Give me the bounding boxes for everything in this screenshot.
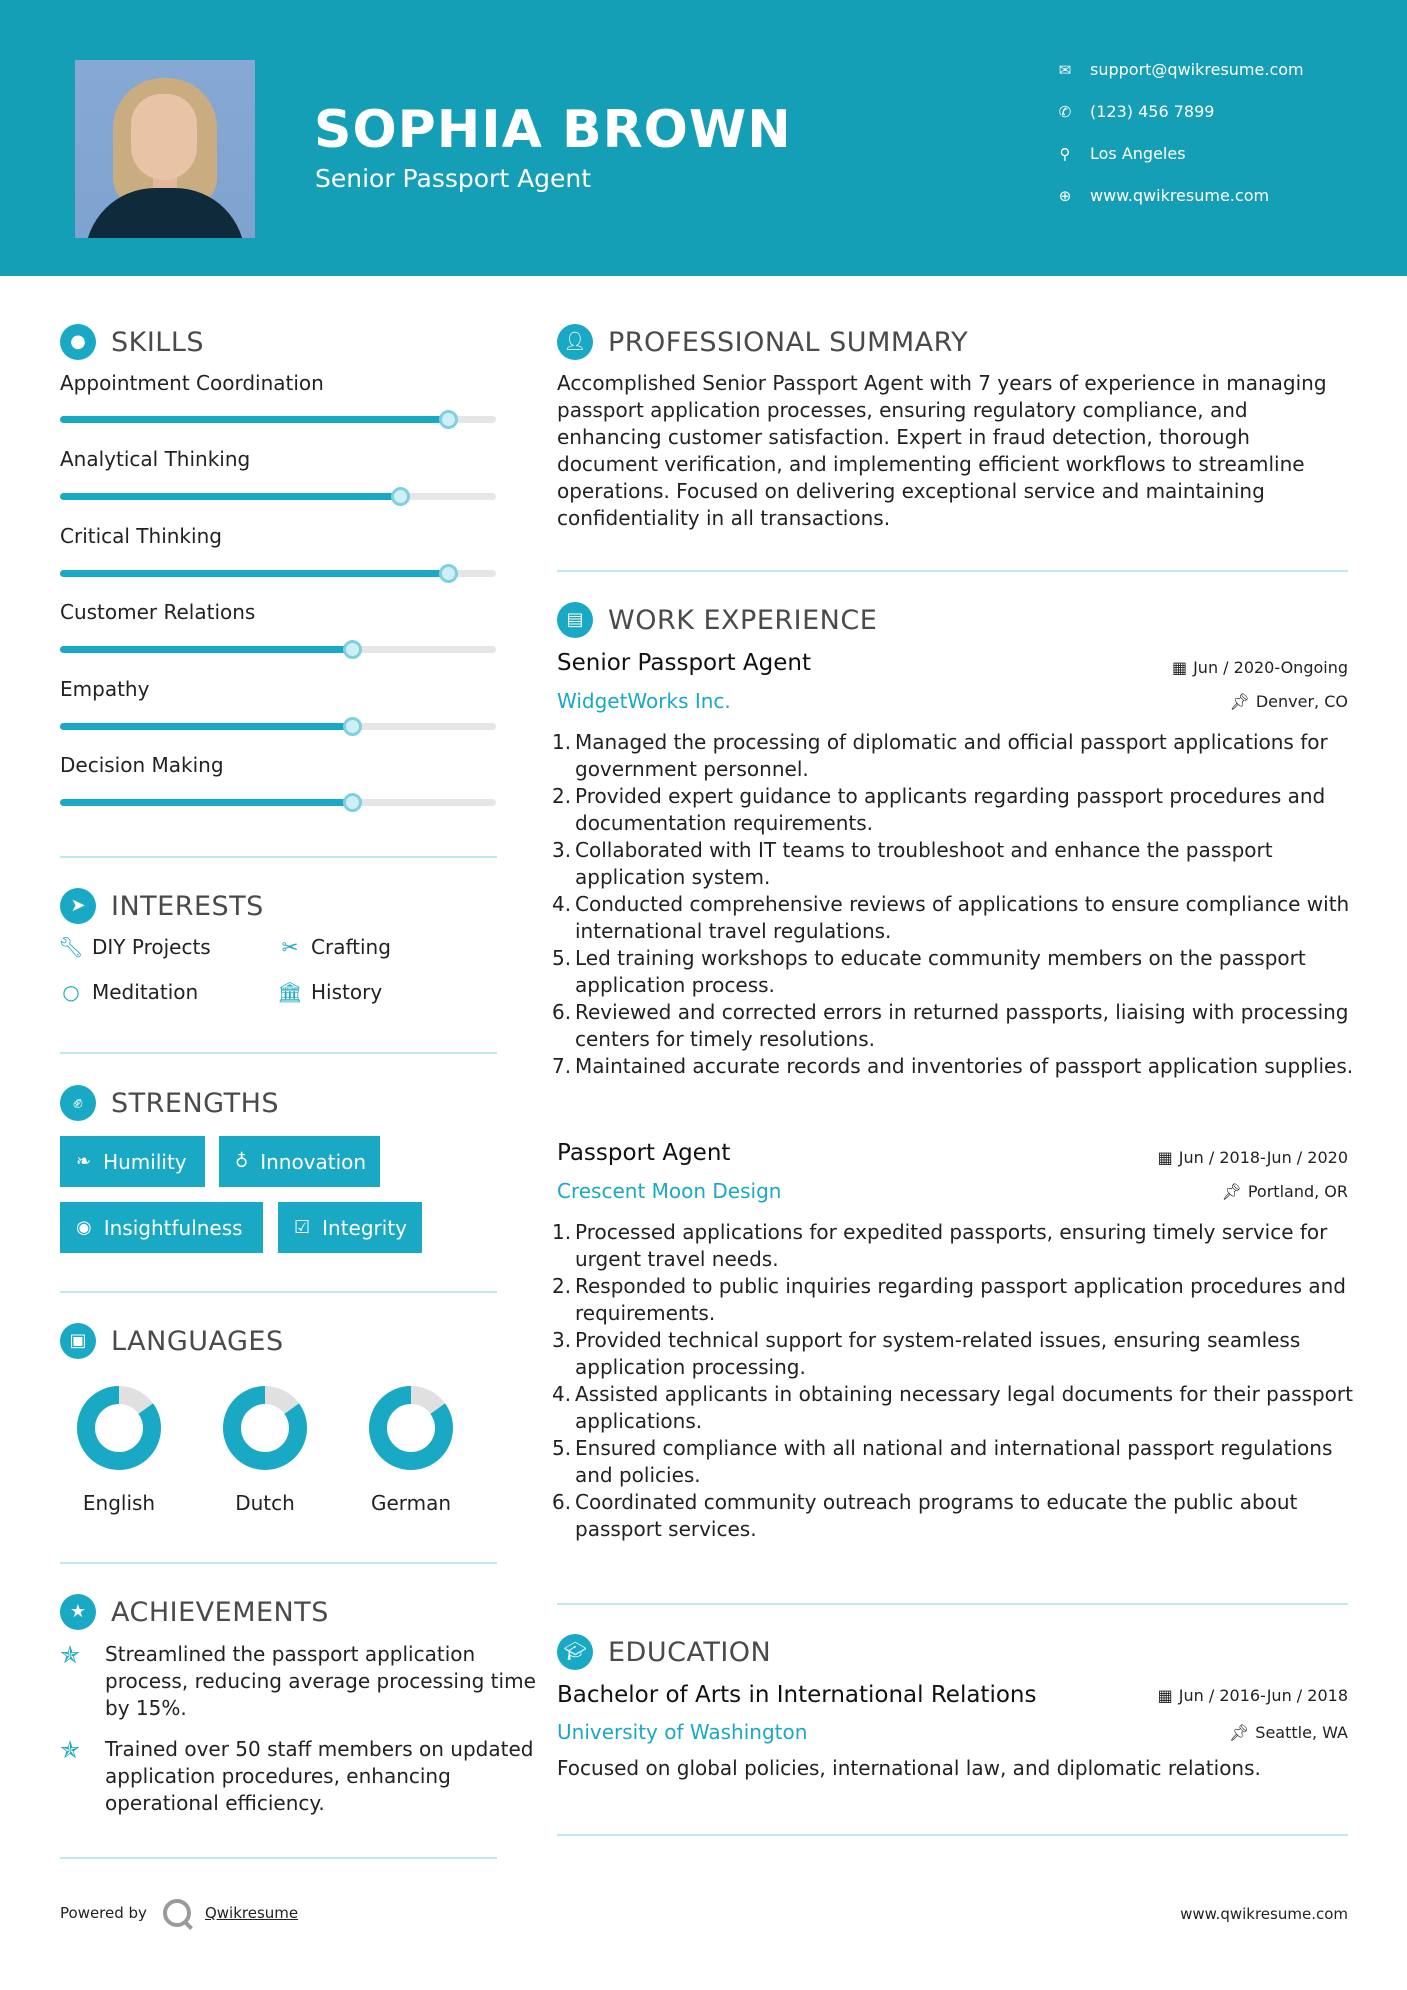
list-item: 5. Ensured compliance with all national and international passport regulations and policies. (552, 1436, 1333, 1487)
job-title: Senior Passport Agent (557, 650, 811, 676)
skill-label: Empathy (60, 677, 150, 701)
skills-heading: ● SKILLS (60, 324, 204, 360)
phone-icon: ✆ (1058, 103, 1072, 121)
list-item: 1. Processed applications for expedited passports, ensuring timely service for urgent travel needs. (552, 1220, 1328, 1271)
globe-icon: ⊕ (1058, 187, 1072, 205)
calendar-icon: ▦ (1157, 1148, 1173, 1167)
skill-bar (60, 570, 496, 577)
list-item: 3. Collaborated with IT teams to troubleshoot and enhance the passport application system. (552, 838, 1273, 889)
edu-school: University of Washington (557, 1720, 808, 1744)
user-icon: 👤︎ (557, 324, 593, 360)
interest-item: ✂ Crafting (277, 935, 391, 959)
header-banner: SOPHIA BROWN Senior Passport Agent ✉ support@qwikresume.com ✆ (123) 456 7899 ⚲ Los Angeles ⊕ www.qwikresume.com (0, 0, 1407, 276)
skill-label: Decision Making (60, 753, 224, 777)
calendar-icon: ▦ (1171, 658, 1188, 677)
job-duties (552, 1219, 1355, 1543)
pin-icon: 📌︎ (1228, 1723, 1250, 1742)
skill-knob (343, 793, 362, 812)
achievements-heading: ★ ACHIEVEMENTS (60, 1594, 329, 1630)
section-divider (60, 1857, 497, 1859)
strength-badge: ◉ Insightfulness (60, 1202, 263, 1253)
qwikresume-logo-icon (163, 1899, 191, 1927)
eye-icon: ◉ (76, 1217, 92, 1238)
check-square-icon: ☑ (294, 1217, 311, 1238)
list-item: 6. Coordinated community outreach programs to educate the public about passport services. (552, 1490, 1298, 1541)
skill-label: Analytical Thinking (60, 447, 251, 471)
briefcase-icon: ▤ (557, 602, 593, 638)
interest-item: 🏛︎ History (277, 980, 383, 1004)
strength-badge: ❧ Humility (60, 1136, 205, 1187)
edu-location: 📌︎ Seattle, WA (1228, 1723, 1348, 1742)
job-company: Crescent Moon Design (557, 1179, 782, 1203)
footer-website[interactable]: www.qwikresume.com (1180, 1905, 1348, 1923)
section-divider (60, 856, 497, 858)
strength-badge: ☑ Integrity (278, 1202, 422, 1253)
skill-knob (343, 717, 362, 736)
section-divider (557, 570, 1348, 572)
job-title: Passport Agent (557, 1140, 731, 1166)
summary-heading: 👤︎ PROFESSIONAL SUMMARY (557, 324, 968, 360)
interests-heading: ➤ INTERESTS (60, 888, 264, 924)
star-badge-icon: ★ (60, 1594, 96, 1630)
candidate-title: Senior Passport Agent (315, 164, 592, 193)
lightbulb-icon: ♁ (235, 1151, 249, 1172)
language-ring-english (76, 1385, 162, 1471)
interest-item: ○ Meditation (58, 980, 198, 1004)
skill-bar (60, 799, 496, 806)
list-item: 5. Led training workshops to educate community members on the passport application process. (552, 946, 1306, 997)
summary-text: Accomplished Senior Passport Agent with 7 years of experience in managing passport application processes, ensuring regulatory compliance, and enhancing customer satisfaction. Expert in fraud detection, thorough document verification, and implementing efficient workflows to streamline operations. Focused on delivering exceptional service and maintaining confidentiality in all transactions. (557, 371, 1327, 530)
pin-icon: 📌︎ (1221, 1182, 1242, 1201)
skill-bar (60, 493, 496, 500)
candidate-name: SOPHIA BROWN (314, 100, 792, 160)
experience-heading: ▤ WORK EXPERIENCE (557, 602, 877, 638)
list-item: 4. Assisted applicants in obtaining necessary legal documents for their passport applications. (552, 1382, 1353, 1433)
job-date: ▦ Jun / 2018-Jun / 2020 (1157, 1148, 1348, 1167)
skill-bar (60, 723, 496, 730)
section-divider (60, 1562, 497, 1564)
language-icon: ▣ (60, 1323, 96, 1359)
section-divider (60, 1052, 497, 1054)
paper-plane-icon: ➤ (60, 888, 96, 924)
section-divider (557, 1834, 1348, 1836)
job-location: 📌︎ Portland, OR (1221, 1182, 1348, 1201)
languages-heading: ▣ LANGUAGES (60, 1323, 284, 1359)
list-item: 6. Reviewed and corrected errors in returned passports, liaising with processing centers for timely resolutions. (552, 1000, 1349, 1051)
strengths-heading: ✊︎ STRENGTHS (60, 1085, 279, 1121)
language-name: German (370, 1491, 452, 1515)
edu-degree: Bachelor of Arts in International Relations (557, 1682, 1037, 1708)
graduation-icon: 🎓︎ (557, 1634, 593, 1670)
footer-brand-link[interactable]: Qwikresume (204, 1904, 299, 1922)
skill-label: Customer Relations (60, 600, 256, 624)
circle-icon: ○ (62, 980, 80, 1004)
lightbulb-icon: ● (60, 324, 96, 360)
museum-icon: 🏛︎ (277, 980, 303, 1004)
scissors-icon: ✂ (281, 935, 299, 959)
skill-knob (343, 640, 362, 659)
skill-label: Critical Thinking (60, 524, 222, 548)
job-duties (552, 729, 1355, 1080)
section-divider (60, 1291, 497, 1293)
skill-bar (60, 646, 496, 653)
language-name: Dutch (235, 1491, 295, 1515)
edu-date: ▦ Jun / 2016-Jun / 2018 (1157, 1686, 1348, 1705)
language-ring-dutch (222, 1385, 308, 1471)
skill-bar (60, 416, 496, 423)
envelope-icon: ✉ (1058, 61, 1072, 79)
wrench-icon: 🔧︎ (58, 935, 84, 959)
edu-description: Focused on global policies, international law, and diplomatic relations. (557, 1756, 1261, 1780)
list-item: 2. Provided expert guidance to applicants regarding passport procedures and documentation requirements. (552, 784, 1326, 835)
list-item: 2. Responded to public inquiries regarding passport application procedures and requirements. (552, 1274, 1346, 1325)
list-item: 3. Provided technical support for system-related issues, ensuring seamless application processing. (552, 1328, 1301, 1379)
map-pin-icon: ⚲ (1059, 145, 1071, 163)
skill-knob (439, 410, 458, 429)
job-company: WidgetWorks Inc. (557, 689, 731, 713)
language-ring-german (368, 1385, 454, 1471)
strength-badge: ♁ Innovation (219, 1136, 380, 1187)
section-divider (557, 1603, 1348, 1605)
skill-knob (439, 564, 458, 583)
list-item: 1. Managed the processing of diplomatic and official passport applications for government personnel. (552, 730, 1328, 781)
footer-powered-by: Powered by Qwikresume (60, 1899, 298, 1927)
job-date: ▦ Jun / 2020-Ongoing (1171, 658, 1348, 677)
language-name: English (82, 1491, 156, 1515)
fist-icon: ✊︎ (60, 1085, 96, 1121)
list-item: 7. Maintained accurate records and inventories of passport application supplies. (552, 1054, 1354, 1078)
star-icon: ✯ (60, 1641, 81, 1669)
education-heading: 🎓︎ EDUCATION (557, 1634, 771, 1670)
calendar-icon: ▦ (1157, 1686, 1173, 1705)
skill-knob (391, 487, 410, 506)
skill-label: Appointment Coordination (60, 371, 324, 395)
list-item: 4. Conducted comprehensive reviews of applications to ensure compliance with international travel regulations. (552, 892, 1350, 943)
job-location: 📌︎ Denver, CO (1229, 692, 1348, 711)
leaf-icon: ❧ (76, 1151, 92, 1172)
pin-icon: 📌︎ (1229, 692, 1250, 711)
interest-item: 🔧︎ DIY Projects (58, 935, 211, 959)
star-icon: ✯ (60, 1736, 81, 1764)
profile-photo (75, 60, 255, 238)
